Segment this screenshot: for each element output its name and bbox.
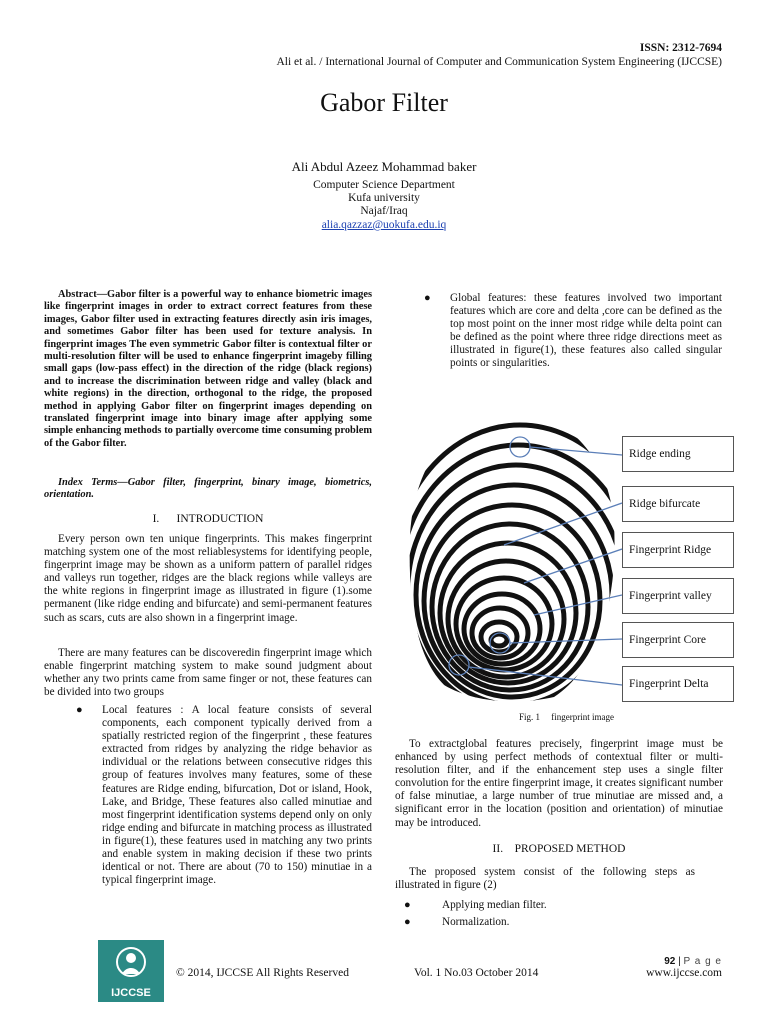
ijccse-logo [98, 940, 164, 1002]
page-title: Gabor Filter [320, 88, 448, 117]
figure-label-fingerprint-delta: Fingerprint Delta [622, 666, 734, 702]
website-link[interactable]: www.ijccse.com [646, 967, 722, 979]
figure-label-fingerprint-core: Fingerprint Core [622, 622, 734, 658]
intro-paragraph-1: Every person own ten unique fingerprints. This makes fingerprint matching system one of the most reliablesystems for identifying people, fingerprint image may be shown as a uniform pattern of parallel ridges and valleys run together, ridges are the black regions while valleys are the white regions in fingerprint image as illustrated in figure (1).some permanent (like ridge ending and bifurcate) and semi-permanent features such as scars, cuts are also shown in a fingerprint image. [44, 533, 372, 624]
author-university: Kufa university [348, 192, 420, 204]
figure-label-fingerprint-ridge: Fingerprint Ridge [622, 532, 734, 568]
bullet-global-features [424, 292, 722, 392]
step-item [404, 899, 704, 913]
author-location: Najaf/Iraq [360, 205, 408, 217]
index-terms: Index Terms—Gabor filter, fingerprint, binary image, biometrics, orientation. [44, 477, 372, 501]
section-heading-proposed-method: II. PROPOSED METHOD [492, 843, 626, 855]
author-department: Computer Science Department [313, 179, 455, 191]
abstract: Abstract—Gabor filter is a powerful way to enhance biometric images like fingerprint images in order to extract correct features from these images, Gabor filter used in extracting features directly asin iris images, and sometimes Gabor filter has been used for texture analysis. In fingerprint images The even symmetric Gabor filter is contextual filter or multi-resolution filter will be used to enhance fingerprint imageby filling small gaps (low-pass effect) in the direction of the ridge (black regions) and to increase the discrimination between ridge and valley (black and white regions) in the direction, orthogonal to the ridge, the proposed method in applying Gabor filter on fingerprint images depending on translated fingerprint image into binary image after applying some simple enhancing methods to partially overcome time consuming problem of the Gabor filter. [44, 289, 372, 449]
figure-label-fingerprint-valley: Fingerprint valley [622, 578, 734, 614]
step-label: Normalization. [442, 916, 510, 928]
page-number: 92 | P a g e [664, 956, 722, 967]
step-item [404, 916, 704, 930]
intro-paragraph-2: There are many features can be discoveredin fingerprint image which enable fingerprint matching system to make sound judgment about whether any two prints came from same finger or not, these features can be divided into two groups [44, 647, 372, 699]
bullet-icon: ● [424, 292, 431, 304]
step-label: Applying median filter. [442, 899, 547, 911]
bullet-global-text: Global features: these features involved two important features which are core and delta ,core can be defined as the top most point on the inner most ridge while delta point can be defined as the point where three ridge directions meet as illustrated in figure(1), these features also called singular points or singularities. [450, 292, 722, 370]
proposed-intro-paragraph: The proposed system consist of the following steps as illustrated in figure (2) [395, 866, 695, 892]
author-email-link[interactable]: alia.qazzaz@uokufa.edu.iq [321, 219, 447, 231]
section-heading-introduction: I. INTRODUCTION [152, 513, 264, 525]
svg-text:IJCCSE: IJCCSE [111, 987, 151, 999]
paragraph-global-enhancement: To extractglobal features precisely, fingerprint image must be enhanced by using perfect methods of contextual filter or multi-resolution filter, and if the enhancement step uses a single filter convolution for the entire fingerprint image, it creates significant number of false minutiae, a large number of true minutiae are missed and, a significant error in the location (position and orientation) of minutiae may be introduced. [395, 738, 723, 829]
issn: ISSN: 2312-7694 [639, 42, 722, 54]
figure-caption: Fig. 1 fingerprint image [519, 712, 614, 722]
author-name: Ali Abdul Azeez Mohammad baker [291, 159, 477, 174]
volume-info: Vol. 1 No.03 October 2014 [414, 967, 539, 979]
bullet-icon: ● [404, 916, 411, 928]
bullet-local-text: Local features : A local feature consists of several components, each component typically derived from a spatially restricted region of the fingerprint , these features extracted from ridges by analyzing the ridge behavior as individual or the relations between consecutive ridges this group of features involves many features, some of these features are Ridge ending, bifurcation, Dot or island, Hook, Lake, and Bridge, These features also called minutiae and most fingerprint identification systems depend only on only ridge ending and bifurcate in matching process as illustrated in figure(1), these features used in matching any two prints and enable system in making decision if these two prints identical or not. There are about (70 to 150) minutiae in a typical fingerprint image. [102, 704, 372, 887]
figure-label-ridge-bifurcate: Ridge bifurcate [622, 486, 734, 522]
figure-label-ridge-ending: Ridge ending [622, 436, 734, 472]
bullet-local-features [76, 704, 372, 929]
bullet-icon: ● [404, 899, 411, 911]
journal-name: Ali et al. / International Journal of Computer and Communication System Engineering (IJCCSE) [276, 56, 722, 68]
copyright: © 2014, IJCCSE All Rights Reserved [176, 967, 349, 979]
fingerprint-image [404, 405, 622, 705]
bullet-icon: ● [76, 704, 83, 716]
